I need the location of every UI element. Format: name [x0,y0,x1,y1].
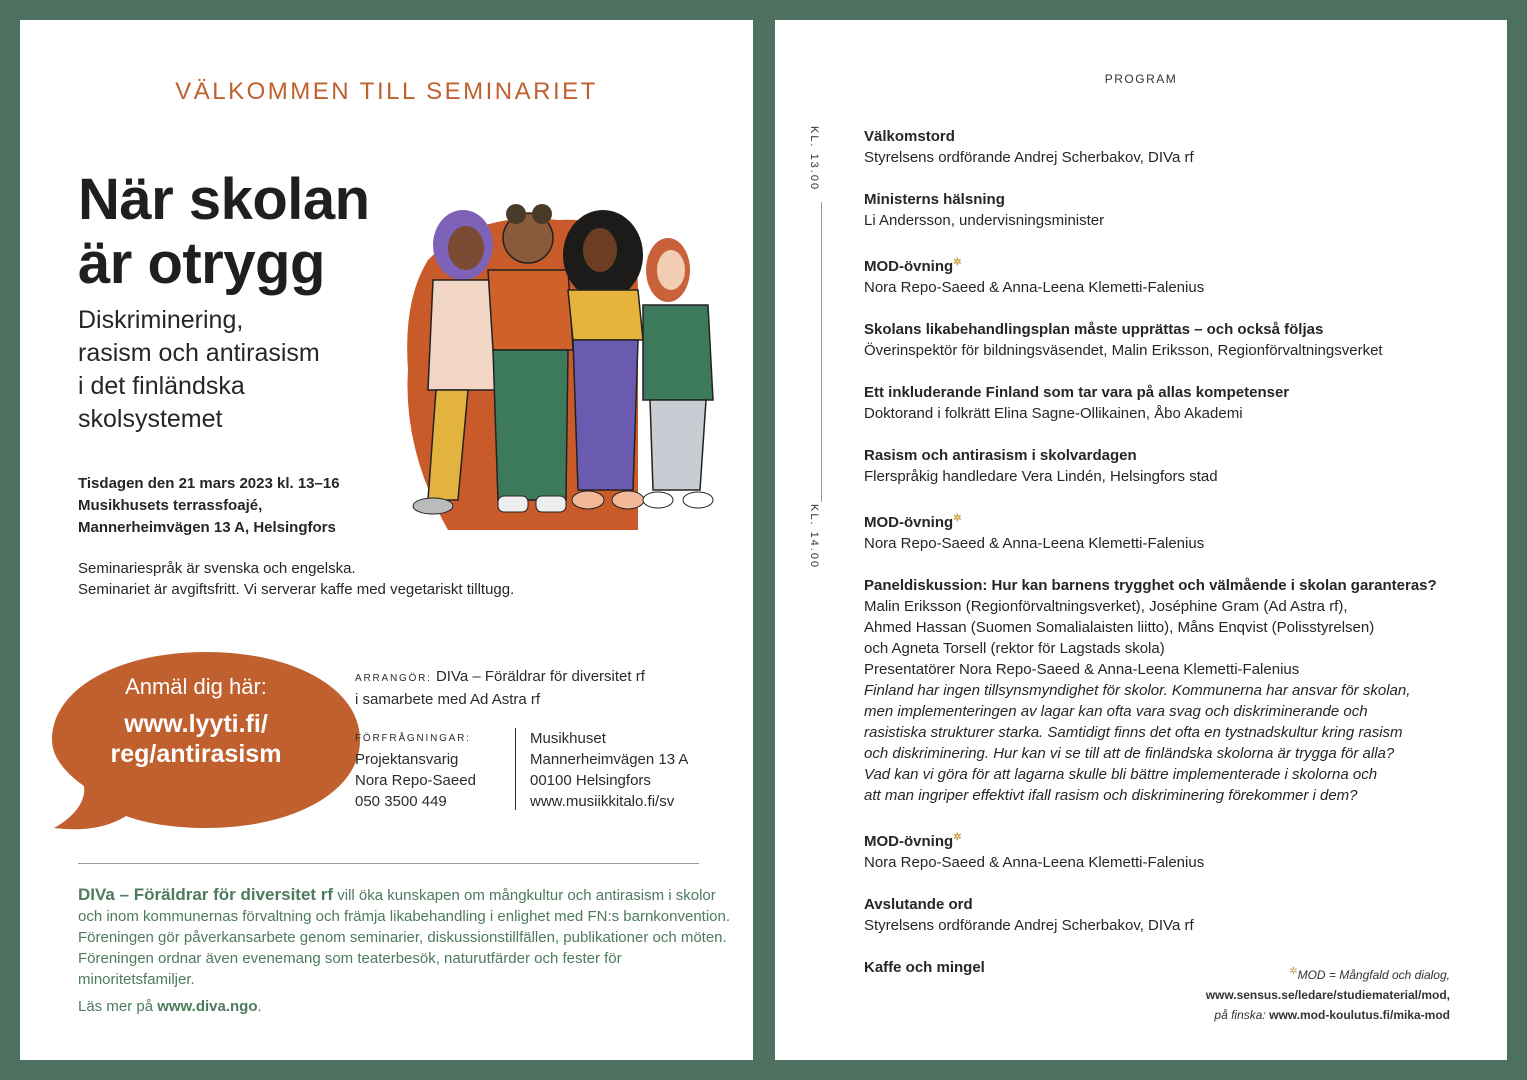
program-item-line: Flerspråkig handledare Vera Lindén, Helsingfors stad [864,468,1218,485]
subtitle-line: i det finländska [78,372,245,400]
program-item-title [864,382,1464,403]
program-item-description: rasistiska strukturer starka. Samtidigt finns det ofta en tystnadskultur kring rasism [864,724,1403,741]
mod-koulutus-link[interactable]: www.mod-koulutus.fi/mika-mod [1269,1008,1450,1022]
program-item-description: Finland har ingen tillsynsmyndighet för skolor. Kommunerna har ansvar för skolan, [864,682,1411,699]
program-item-title-text: Paneldiskussion: Hur kan barnens trygghet och välmående i skolan garanteras? [864,577,1437,594]
time-label-1400: KL. 14.00 [808,504,820,570]
program-item-line: Malin Eriksson (Regionförvaltningsverket), Joséphine Gram (Ad Astra rf), [864,598,1348,615]
signup-block[interactable] [68,671,324,769]
program-item-title-text: Välkomstord [864,128,955,145]
title-line: är otrygg [78,231,325,296]
program-item-line: Nora Repo-Saeed & Anna-Leena Klemetti-Falenius [864,279,1205,296]
program-item-line: Doktorand i folkrätt Elina Sagne-Ollikainen, Åbo Akademi [864,405,1243,422]
read-more [78,996,738,1017]
program-item-title [864,508,1464,533]
organizer [355,666,645,710]
footnote-finnish-prefix: på finska: [1214,1008,1266,1022]
program-item-line: Presentatörer Nora Repo-Saeed & Anna-Leena Klemetti-Falenius [864,661,1300,678]
address-line: Mannerheimvägen 13 A [530,751,689,768]
program-item-title [864,126,1464,147]
program-item-title [864,252,1464,277]
program-item-title [864,445,1464,466]
program-item-title-text: Skolans likabehandlingsplan måste upprättas – och också följas [864,321,1324,338]
star-icon: ✲ [1289,966,1298,977]
about-diva [78,884,738,1017]
program-item-line: Li Andersson, undervisningsminister [864,212,1105,229]
diva-name: DIVa – Föräldrar för diversitet rf [78,885,334,904]
program-item-title [864,827,1464,852]
program-item [864,319,1464,361]
program-item [864,382,1464,424]
time-label-1300: KL. 13.00 [808,126,820,192]
program-item-title-text: Rasism och antirasism i skolvardagen [864,447,1137,464]
star-icon: ✲ [953,257,962,268]
program-item-title [864,575,1464,596]
read-more-suffix: . [257,998,262,1015]
signup-url-line: reg/antirasism [110,740,282,768]
organizer-partner: i samarbete med Ad Astra rf [355,691,541,708]
program-item [864,827,1464,873]
event-date: Tisdagen den 21 mars 2023 kl. 13–16 [78,475,340,492]
event-details [78,473,340,539]
contact-divider [515,728,516,810]
subtitle-line: rasism och antirasism [78,339,320,367]
subtitle-line: skolsystemet [78,405,223,433]
venue-address [530,728,688,812]
program-item [864,894,1464,936]
program-page [775,20,1507,1060]
program-item [864,126,1464,168]
contact-phone: 050 3500 449 [355,793,447,810]
title-line: När skolan [78,167,370,232]
star-icon: ✲ [953,513,962,524]
event-venue: Musikhusets terrassfoajé, [78,497,263,514]
program-item-line: Styrelsens ordförande Andrej Scherbakov, DIVa rf [864,917,1194,934]
fee-note: Seminariet är avgiftsfritt. Vi serverar kaffe med vegetariskt tilltugg. [78,581,515,598]
signup-url-line: www.lyyti.fi/ [124,710,268,738]
students-illustration [388,200,728,540]
mod-footnote [1206,962,1450,1025]
program-item-title-text: MOD-övning [864,514,954,531]
program-item-title-text: Ett inkluderande Finland som tar vara på allas kompetenser [864,384,1290,401]
seminar-subtitle [78,304,320,436]
seminar-title [78,168,370,296]
invitation-page [20,20,753,1060]
program-item-title-text: Ministerns hälsning [864,191,1005,208]
venue-website-link[interactable]: www.musiikkitalo.fi/sv [530,793,675,810]
program-item [864,575,1464,806]
address-line: Musikhuset [530,730,606,747]
contact-role: Projektansvarig [355,751,459,768]
program-item-line: Nora Repo-Saeed & Anna-Leena Klemetti-Falenius [864,535,1205,552]
signup-label: Anmäl dig här: [125,674,267,699]
event-address: Mannerheimvägen 13 A, Helsingfors [78,519,336,536]
program-item-line: och Agneta Torsell (rektor för Lagstads skola) [864,640,1165,657]
language-note: Seminariespråk är svenska och engelska. [78,560,356,577]
diva-description: vill öka kunskapen om mångkultur och antirasism i skolor och inom kommunernas förvaltning och främja likabehandling i enlighet med FN:s barnkonvention. Föreningen gör påverkansarbete genom seminarier, diskussionstillfällen, publikationer och möten. Föreningen ordnar även evenemang som teaterbesök, naturutfärder och fester för minoritetsfamiljer. [78,887,731,988]
event-notes [78,558,514,600]
program-item-line: Styrelsens ordförande Andrej Scherbakov, DIVa rf [864,149,1194,166]
program-item [864,252,1464,298]
address-line: 00100 Helsingfors [530,772,651,789]
star-icon: ✲ [953,832,962,843]
contact-info [355,728,476,812]
program-item-description: Vad kan vi göra för att lagarna skulle bli bättre implementerade i skolorna och [864,766,1378,783]
program-list [864,126,1464,999]
program-item [864,445,1464,487]
program-item-title [864,189,1464,210]
program-item-description: och diskriminering. Hur kan vi se till att de finländska skolorna är trygga för alla? [864,745,1395,762]
program-item-title-text: MOD-övning [864,833,954,850]
sensus-link[interactable]: www.sensus.se/ledare/studiematerial/mod, [1205,988,1450,1002]
contact-label: FÖRFRÅGNINGAR: [355,733,471,744]
organizer-label: ARRANGÖR: [355,673,432,684]
diva-website-link[interactable]: www.diva.ngo [157,998,258,1015]
timeline-line [821,202,822,502]
footnote-definition: MOD = Mångfald och dialog, [1297,968,1450,982]
organizer-name: DIVa – Föräldrar för diversitet rf [435,668,645,685]
contact-name: Nora Repo-Saeed [355,772,476,789]
program-item-line: Ahmed Hassan (Suomen Somalialaisten liitto), Måns Enqvist (Polisstyrelsen) [864,619,1375,636]
section-divider [78,863,699,864]
program-item-title-text: MOD-övning [864,258,954,275]
program-item [864,508,1464,554]
read-more-prefix: Läs mer på [78,998,154,1015]
subtitle-line: Diskriminering, [78,306,244,334]
program-item-title [864,894,1464,915]
program-item-line: Nora Repo-Saeed & Anna-Leena Klemetti-Falenius [864,854,1205,871]
welcome-heading: VÄLKOMMEN TILL SEMINARIET [175,78,598,105]
program-item-description: men implementeringen av lagar kan ofta vara svag och diskriminerande och [864,703,1368,720]
program-item-description: att man ingriper effektivt ifall rasism och diskriminering förekommer i dem? [864,787,1358,804]
program-heading: PROGRAM [1104,72,1178,86]
program-item-line: Överinspektör för bildningsväsendet, Malin Eriksson, Regionförvaltningsverket [864,342,1383,359]
program-item [864,189,1464,231]
signup-url[interactable] [68,709,324,769]
program-item-title-text: Avslutande ord [864,896,973,913]
program-item-title-text: Kaffe och mingel [864,959,985,976]
program-item-title [864,319,1464,340]
